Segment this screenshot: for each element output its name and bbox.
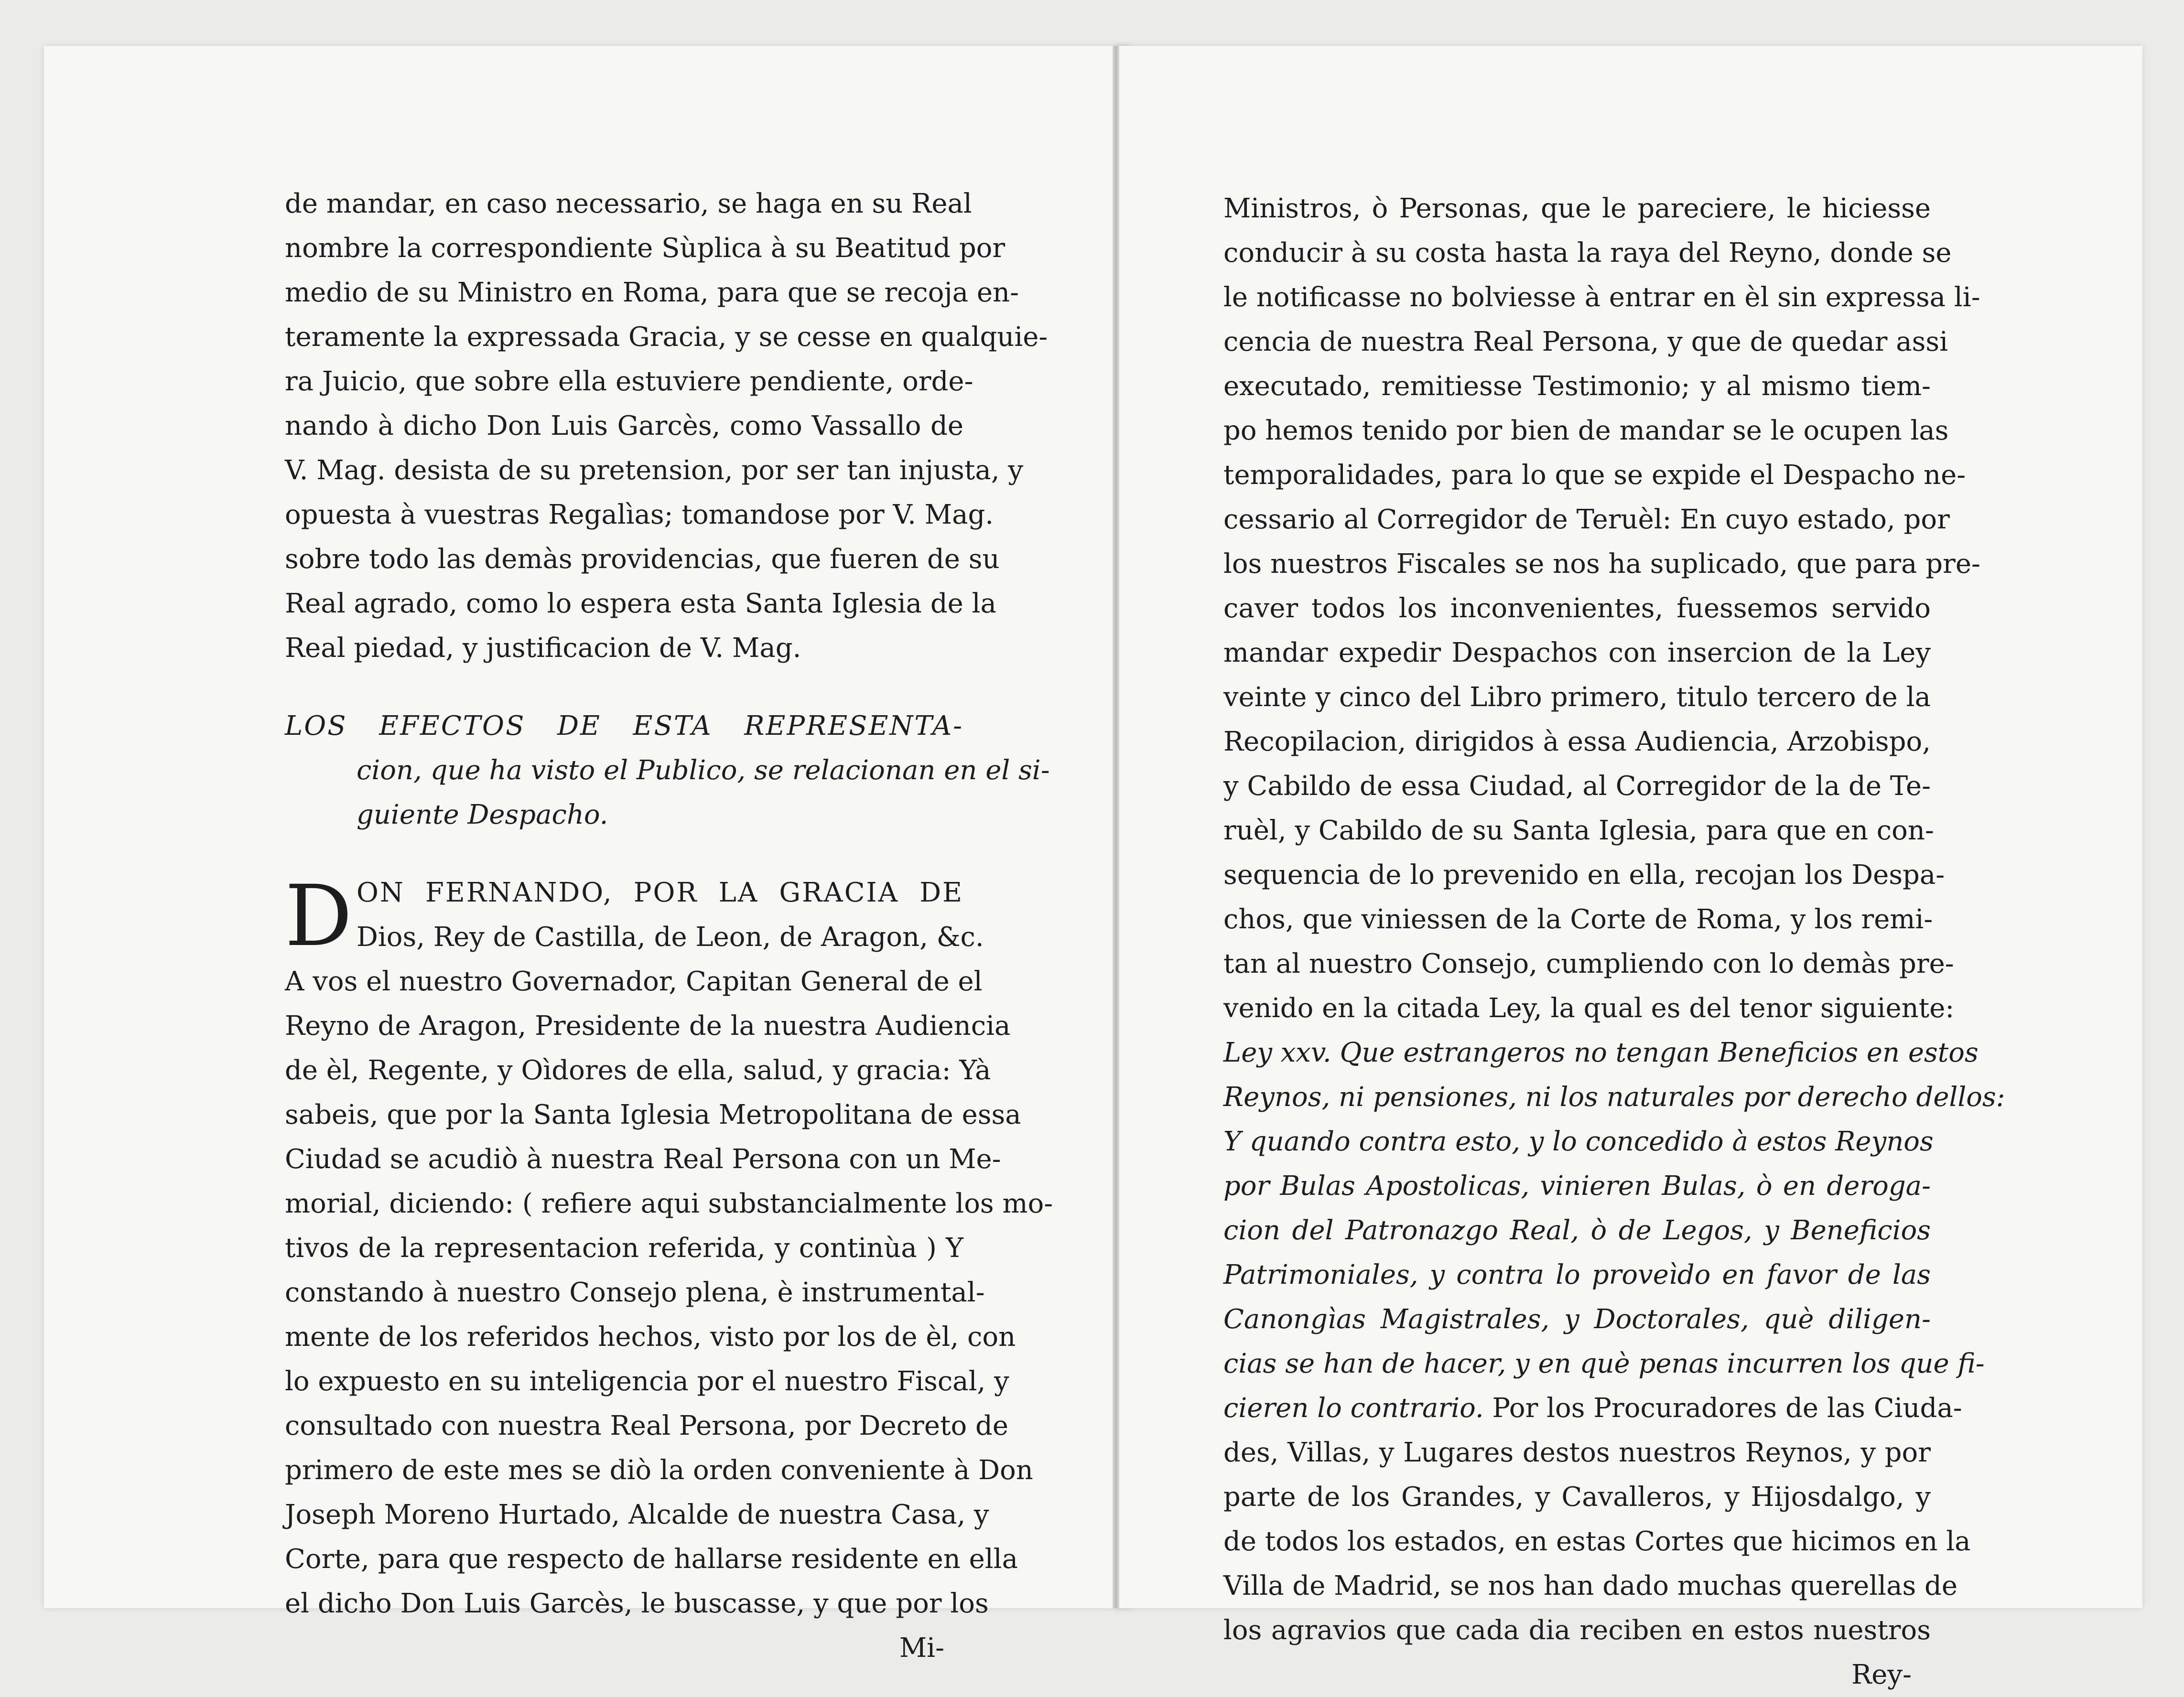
text-line: de mandar, en caso necessario, se haga en su Real bbox=[285, 188, 972, 219]
text-line: sequencia de lo prevenido en ella, recojan los Despa- bbox=[1223, 859, 1945, 891]
text-line: Real piedad, y justificacion de V. Mag. bbox=[285, 633, 801, 664]
text-line: veinte y cinco del Libro primero, titulo tercero de la bbox=[1223, 682, 1931, 713]
text-line: Reynos, ni pensiones, ni los naturales por derecho dellos: bbox=[1223, 1082, 2005, 1113]
right-paragraph-2 bbox=[1223, 1430, 1971, 1697]
text-line: le notificasse no bolviesse à entrar en èl sin expressa li- bbox=[1223, 282, 1980, 313]
text-line: conducir à su costa hasta la raya del Reyno, donde se bbox=[1223, 237, 1952, 269]
text-line: teramente la expressada Gracia, y se cesse en qualquie- bbox=[285, 322, 1048, 353]
text-line: medio de su Ministro en Roma, para que se recoja en- bbox=[285, 277, 1019, 308]
drop-cap-letter: D bbox=[285, 867, 353, 965]
text-line: executado, remitiesse Testimonio; y al mismo tiem- bbox=[1223, 371, 1931, 402]
text-line: parte de los Grandes, y Cavalleros, y Hijosdalgo, y bbox=[1223, 1482, 1931, 1513]
text-line: de èl, Regente, y Oìdores de ella, salud, y gracia: Yà bbox=[285, 1055, 991, 1086]
text-line: mente de los referidos hechos, visto por los de èl, con bbox=[285, 1321, 1016, 1353]
ley-title-line bbox=[1223, 1031, 1979, 1075]
right-paragraph-1 bbox=[1223, 186, 1980, 1031]
text-line: el dicho Don Luis Garcès, le buscasse, y que por los bbox=[285, 1588, 989, 1619]
text-line: V. Mag. desista de su pretension, por ser tan injusta, y bbox=[285, 455, 1024, 486]
text-line: ruèl, y Cabildo de su Santa Iglesia, para que en con- bbox=[1223, 815, 1934, 846]
ley-title-text: Que estrangeros no tengan Beneficios en estos bbox=[1340, 1037, 1979, 1068]
text-line: opuesta à vuestras Regalìas; tomandose por V. Mag. bbox=[285, 499, 994, 530]
text-line: mandar expedir Despachos con insercion de la Ley bbox=[1223, 637, 1931, 668]
right-text-column bbox=[1223, 186, 2005, 1697]
text-line: venido en la citada Ley, la qual es del tenor siguiente: bbox=[1223, 993, 1955, 1024]
text-line: ON FERNANDO, POR LA GRACIA DE bbox=[357, 877, 963, 908]
text-line: Y quando contra esto, y lo concedido à estos Reynos bbox=[1223, 1126, 1934, 1157]
text-line: po hemos tenido por bien de mandar se le ocupen las bbox=[1223, 415, 1949, 446]
text-line: Real agrado, como lo espera esta Santa Iglesia de la bbox=[285, 588, 996, 619]
text-line: por Bulas Apostolicas, vinieren Bulas, ò en deroga- bbox=[1223, 1171, 1931, 1202]
catchword: Rey- bbox=[1851, 1659, 1912, 1690]
text-line: Patrimoniales, y contra lo proveìdo en favor de las bbox=[1223, 1259, 1931, 1290]
text-line: cias se han de hacer, y en què penas incurren los que fi- bbox=[1223, 1348, 1985, 1379]
heading-line: LOS EFECTOS DE ESTA REPRESENTA- bbox=[285, 710, 963, 741]
catchword: Mi- bbox=[899, 1633, 944, 1664]
text-line: caver todos los inconvenientes, fuessemos servido bbox=[1223, 593, 1931, 624]
mixed-text-line bbox=[1223, 1386, 1962, 1430]
text-line: y Cabildo de essa Ciudad, al Corregidor de la de Te- bbox=[1223, 771, 1931, 802]
text-line: sobre todo las demàs providencias, que fueren de su bbox=[285, 544, 1000, 575]
text-line: nombre la correspondiente Sùplica à su Beatitud por bbox=[285, 233, 1006, 264]
text-line: lo expuesto en su inteligencia por el nuestro Fiscal, y bbox=[285, 1366, 1009, 1397]
text-line: Canongìas Magistrales, y Doctorales, què diligen- bbox=[1223, 1304, 1931, 1335]
text-line: sabeis, que por la Santa Iglesia Metropolitana de essa bbox=[285, 1099, 1021, 1130]
section-heading bbox=[285, 704, 1050, 837]
text-line: A vos el nuestro Governador, Capitan General de el bbox=[285, 966, 983, 997]
ley-label: Ley xxv. bbox=[1223, 1037, 1331, 1068]
text-line: Dios, Rey de Castilla, de Leon, de Aragon, &c. bbox=[357, 922, 984, 953]
left-paragraph-2 bbox=[285, 867, 1053, 1670]
text-line: primero de este mes se diò la orden conveniente à Don bbox=[285, 1455, 1033, 1486]
text-line: cion del Patronazgo Real, ò de Legos, y Beneficios bbox=[1223, 1215, 1931, 1246]
book-gutter bbox=[1113, 46, 1119, 1608]
heading-line: cion, que ha visto el Publico, se relacionan en el si- bbox=[357, 755, 1050, 786]
text-line: los agravios que cada dia reciben en estos nuestros bbox=[1223, 1615, 1931, 1646]
text-line: morial, diciendo: ( refiere aqui substancialmente los mo- bbox=[285, 1188, 1053, 1219]
text-line: de todos los estados, en estas Cortes que hicimos en la bbox=[1223, 1526, 1971, 1557]
text-line: Ministros, ò Personas, que le pareciere, le hiciesse bbox=[1223, 193, 1931, 224]
left-text-column bbox=[285, 182, 1053, 1670]
text-line: ra Juicio, que sobre ella estuviere pendiente, orde- bbox=[285, 366, 973, 397]
ley-quotation bbox=[1223, 1031, 2005, 1430]
text-line: nando à dicho Don Luis Garcès, como Vassallo de bbox=[285, 410, 963, 441]
text-line: Ciudad se acudiò à nuestra Real Persona con un Me- bbox=[285, 1144, 1001, 1175]
text-line: consultado con nuestra Real Persona, por Decreto de bbox=[285, 1410, 1008, 1441]
text-line: tivos de la representacion referida, y continùa ) Y bbox=[285, 1233, 963, 1264]
text-line: cencia de nuestra Real Persona, y que de quedar assi bbox=[1223, 326, 1948, 357]
ley-end-text: cieren lo contrario. bbox=[1223, 1393, 1484, 1424]
text-line: Recopilacion, dirigidos à essa Audiencia, Arzobispo, bbox=[1223, 726, 1931, 757]
text-line: Reyno de Aragon, Presidente de la nuestra Audiencia bbox=[285, 1010, 1011, 1042]
text-line: Corte, para que respecto de hallarse residente en ella bbox=[285, 1544, 1018, 1575]
text-line: temporalidades, para lo que se expide el Despacho ne- bbox=[1223, 460, 1966, 491]
text-line: constando à nuestro Consejo plena, è instrumental- bbox=[285, 1277, 985, 1308]
heading-line: guiente Despacho. bbox=[357, 799, 608, 830]
left-paragraph-1 bbox=[285, 182, 1048, 670]
text-line: chos, que viniessen de la Corte de Roma, y los remi- bbox=[1223, 904, 1933, 935]
text-line: Villa de Madrid, se nos han dado muchas querellas de bbox=[1223, 1570, 1958, 1601]
text-line: cessario al Corregidor de Teruèl: En cuyo estado, por bbox=[1223, 504, 1950, 535]
text-line: des, Villas, y Lugares destos nuestros Reynos, y por bbox=[1223, 1437, 1931, 1468]
text-line: los nuestros Fiscales se nos ha suplicado, que para pre- bbox=[1223, 548, 1980, 580]
text-line: tan al nuestro Consejo, cumpliendo con lo demàs pre- bbox=[1223, 948, 1954, 979]
paragraph-start-text: Por los Procuradores de las Ciuda- bbox=[1483, 1393, 1962, 1424]
text-line: Joseph Moreno Hurtado, Alcalde de nuestra Casa, y bbox=[285, 1499, 989, 1530]
